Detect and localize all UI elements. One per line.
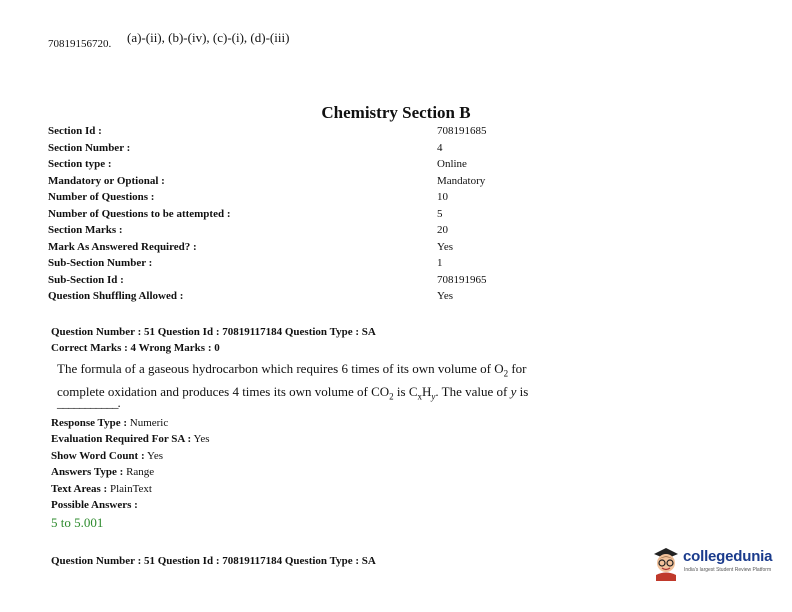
detail-row (48, 175, 548, 191)
next-question-header: Question Number : 51 Question Id : 70819117184 Question Type : SA (51, 555, 376, 567)
detail-label: Section Id : (48, 125, 102, 137)
detail-row (48, 142, 548, 158)
question-marks: Correct Marks : 4 Wrong Marks : 0 (51, 342, 220, 354)
detail-value: 4 (437, 142, 443, 154)
detail-label: Sub-Section Number : (48, 257, 153, 269)
detail-row (48, 158, 548, 174)
detail-row (48, 208, 548, 224)
question-line-2: complete oxidation and produces 4 times its own volume of $CO_2$ is $C_xH_y$. The value of y is (57, 383, 529, 402)
meta-row: Text Areas : PlainText (51, 483, 152, 495)
detail-row (48, 274, 548, 290)
meta-row: Show Word Count : Yes (51, 450, 163, 462)
detail-label: Question Shuffling Allowed : (48, 290, 184, 302)
possible-answer-value: 5 to 5.001 (51, 515, 104, 530)
question-text (57, 360, 587, 405)
detail-row (48, 191, 548, 207)
detail-label: Number of Questions to be attempted : (48, 208, 231, 220)
detail-label: Section Marks : (48, 224, 123, 236)
detail-value: 708191965 (437, 274, 487, 286)
detail-row (48, 224, 548, 240)
logo-wordmark: collegedunia (683, 548, 773, 565)
detail-row (48, 257, 548, 273)
logo-tagline: India's largest Student Review Platform (684, 567, 772, 573)
section-title: Chemistry Section B (321, 103, 471, 122)
detail-value: 10 (437, 191, 448, 203)
meta-row: Evaluation Required For SA : Yes (51, 433, 210, 445)
answer-blank: ___________. (57, 395, 120, 410)
detail-label: Sub-Section Id : (48, 274, 124, 286)
detail-row (48, 241, 548, 257)
detail-value: Yes (437, 241, 454, 253)
detail-value: 1 (437, 257, 443, 269)
question-id-fragment: 70819156720. (48, 38, 112, 50)
detail-label: Section Number : (48, 142, 131, 154)
detail-label: Section type : (48, 158, 112, 170)
detail-label: Mark As Answered Required? : (48, 241, 197, 253)
meta-row: Response Type : Numeric (51, 417, 169, 429)
collegedunia-logo (651, 545, 781, 581)
meta-row: Possible Answers : (51, 499, 138, 511)
meta-row: Answers Type : Range (51, 466, 155, 478)
detail-value: 708191685 (437, 125, 487, 137)
detail-value: 20 (437, 224, 448, 236)
detail-value: 5 (437, 208, 443, 220)
detail-label: Mandatory or Optional : (48, 175, 165, 187)
detail-row (48, 290, 548, 306)
question-line-1: The formula of a gaseous hydrocarbon which requires 6 times of its own volume of $O_2$ for (57, 361, 527, 379)
student-mascot-icon (651, 545, 681, 581)
detail-value: Yes (437, 290, 454, 302)
detail-value: Mandatory (437, 175, 486, 187)
question-header: Question Number : 51 Question Id : 70819117184 Question Type : SA (51, 326, 376, 338)
previous-answer-text: (a)-(ii), (b)-(iv), (c)-(i), (d)-(iii) (127, 30, 290, 45)
detail-value: Online (437, 158, 467, 170)
detail-label: Number of Questions : (48, 191, 155, 203)
detail-row (48, 125, 548, 141)
